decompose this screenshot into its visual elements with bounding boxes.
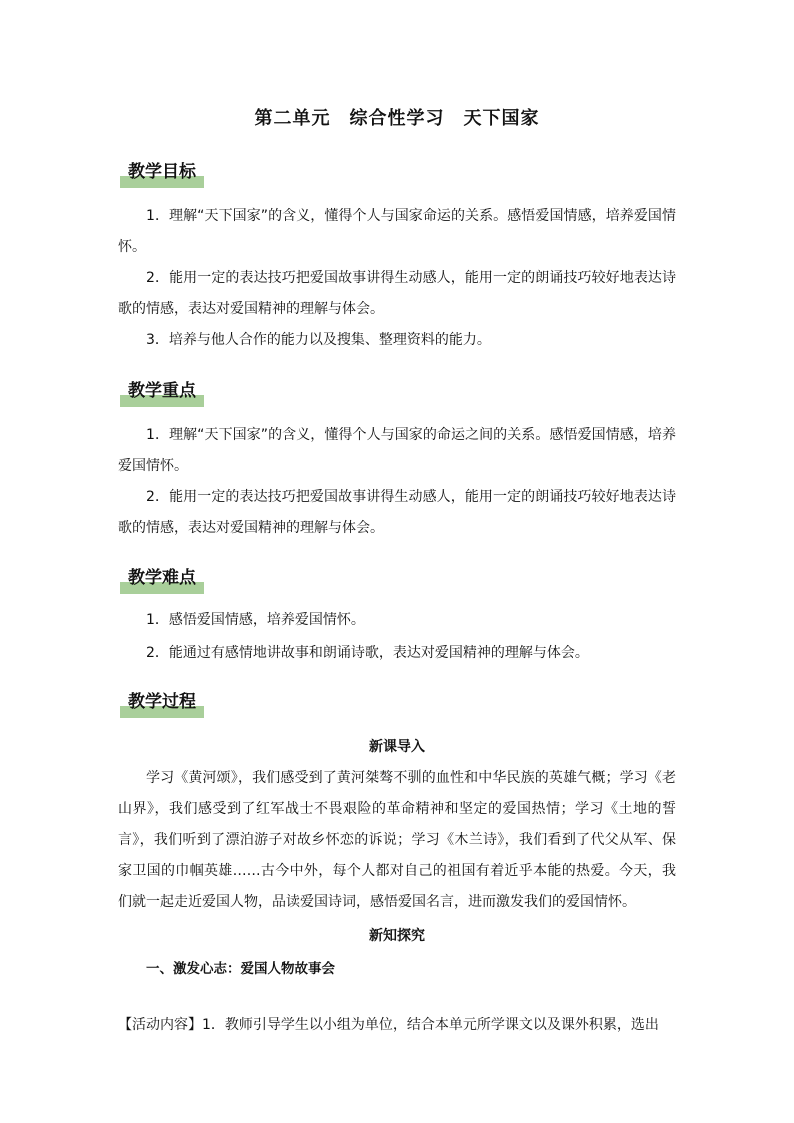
objective-item-3: 3．培养与他人合作的能力以及搜集、整理资料的能力。 [146,332,491,348]
document-title: 第二单元 综合性学习 天下国家 [254,108,540,129]
activity-label: 【活动内容】 [118,1017,202,1033]
section-heading-process [120,690,204,718]
activity-text: 1．教师引导学生以小组为单位，结合本单元所学课文以及课外积累，选出 [202,1017,659,1033]
key-point-item-1: 1．理解“天下国家”的含义，懂得个人与国家的命运之间的关系。感悟爱国情感，培养爱国情怀。 [118,427,676,474]
activity-line [118,1014,678,1034]
difficulty-item-1: 1．感悟爱国情感，培养爱国情怀。 [146,612,365,628]
section-heading-text: 教学重点 [128,381,196,401]
explore-title: 新知探究 [369,928,425,944]
section-heading-objectives [120,160,204,188]
objective-item-1: 1．理解“天下国家”的含义，懂得个人与国家命运的关系。感悟爱国情感，培养爱国情怀。 [118,208,676,255]
difficulty-item-2: 2．能通过有感情地讲故事和朗诵诗歌，表达对爱国精神的理解与体会。 [146,645,589,661]
section-heading-difficulties [120,566,204,594]
part-one-title: 一、激发心志：爱国人物故事会 [146,961,335,977]
section-heading-text: 教学目标 [128,162,196,182]
section-heading-text: 教学难点 [128,568,196,588]
intro-title: 新课导入 [369,739,425,755]
section-heading-text: 教学过程 [128,692,196,712]
section-heading-key-points [120,379,204,407]
key-point-item-2: 2．能用一定的表达技巧把爱国故事讲得生动感人，能用一定的朗诵技巧较好地表达诗歌的情感，表达对爱国精神的理解与体会。 [118,489,676,536]
intro-paragraph: 学习《黄河颂》，我们感受到了黄河桀骜不驯的血性和中华民族的英雄气概；学习《老山界》，我们感受到了红军战士不畏艰险的革命精神和坚定的爱国热情；学习《土地的誓言》，我们听到了漂泊游子对故乡怀恋的诉说；学习《木兰诗》，我们看到了代父从军、保家卫国的巾帼英雄……古今中外，每个人都对自己的祖国有着近乎本能的热爱。今天，我们就一起走近爱国人物，品读爱国诗词，感悟爱国名言，进而激发我们的爱国情怀。 [118,770,676,910]
objective-item-2: 2．能用一定的表达技巧把爱国故事讲得生动感人，能用一定的朗诵技巧较好地表达诗歌的情感，表达对爱国精神的理解与体会。 [118,270,676,317]
